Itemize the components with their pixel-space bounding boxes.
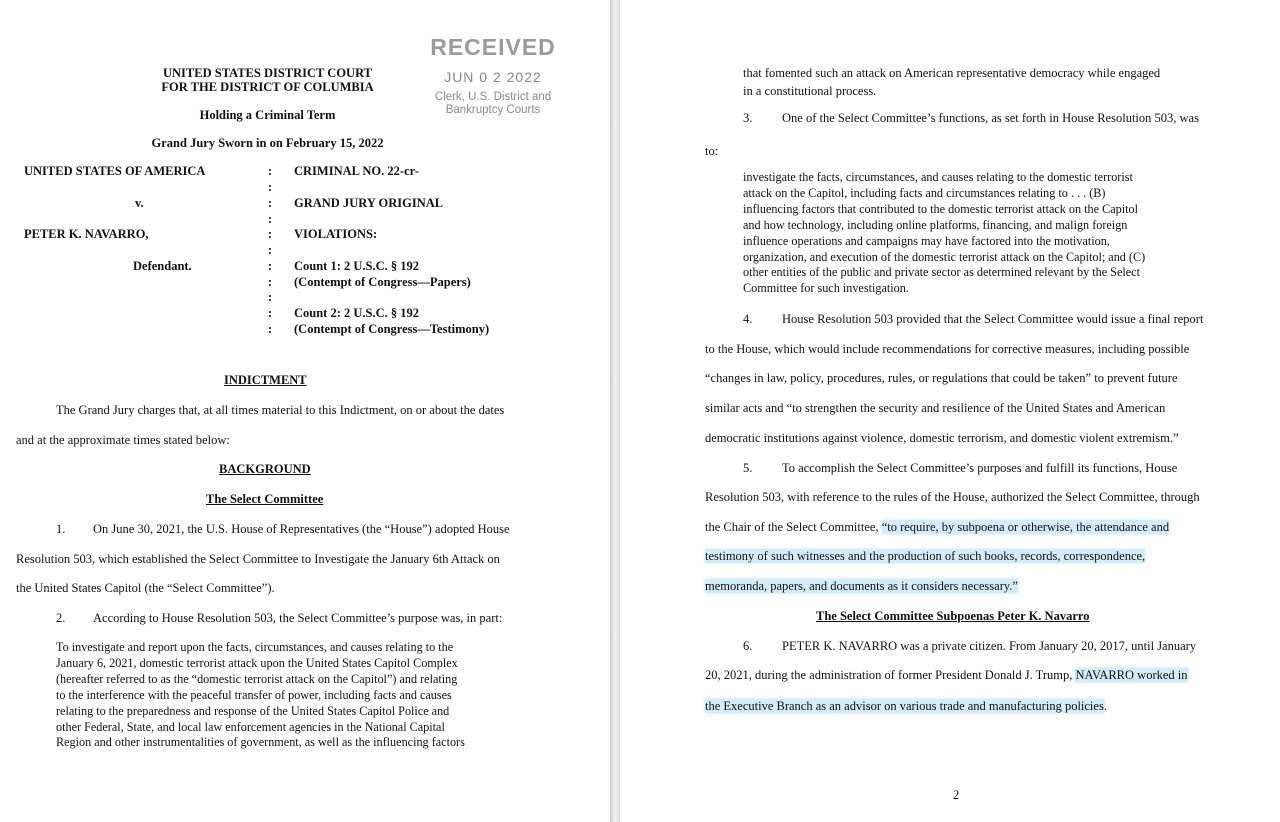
court-name-line1: UNITED STATES DISTRICT COURT <box>163 66 372 80</box>
quote-line: Region and other instrumentalities of government, as well as the influencing factors <box>56 735 465 750</box>
caption-colon: : <box>267 259 273 273</box>
count-2-description: (Contempt of Congress—Testimony) <box>294 322 490 336</box>
caption-colon: : <box>267 306 273 320</box>
criminal-number: CRIMINAL NO. 22-cr- <box>294 164 419 178</box>
stamp-date: JUN 0 2 2022 <box>444 69 542 85</box>
quote-line: influence operations and campaigns may have factored into the motivation, <box>743 233 1110 248</box>
caption-colon: : <box>267 243 273 257</box>
paragraph-6-text: 20, 2021, during the administration of former President Donald J. Trump, <box>705 668 1076 682</box>
caption-colon: : <box>267 196 273 210</box>
highlighted-text: “to require, by subpoena or otherwise, the attendance and <box>881 520 1170 534</box>
paragraph-4-line: “changes in law, policy, procedures, rules, or regulations that could be taken” to prevent future <box>705 371 1178 385</box>
paragraph-5-line <box>705 579 1018 594</box>
paragraph-6-text: . <box>1103 699 1107 713</box>
resolution-quote-right <box>743 170 1167 297</box>
stamp-received: RECEIVED <box>430 34 556 60</box>
document-page-right <box>620 0 1280 822</box>
stamp-clerk-line1: Clerk, U.S. District and <box>434 91 552 103</box>
caption-colon: : <box>267 227 273 241</box>
paragraph-3-line: One of the Select Committee’s functions, as set forth in House Resolution 503, was <box>782 111 1199 125</box>
quote-line: other entities of the public and private sector as determined relevant by the Select <box>743 265 1140 280</box>
paragraph-3-number: 3. <box>743 111 753 125</box>
paragraph-4-line: House Resolution 503 provided that the Select Committee would issue a final report <box>782 312 1204 326</box>
quote-line: to the interference with the peaceful transfer of power, including facts and causes <box>56 687 452 702</box>
quote-line: Committee for such investigation. <box>743 281 909 296</box>
subpoena-section-title: The Select Committee Subpoenas Peter K. Navarro <box>816 609 1090 623</box>
paragraph-6-line <box>705 668 1188 683</box>
paragraph-1-line: Resolution 503, which established the Select Committee to Investigate the January 6th Attack on <box>16 552 500 566</box>
paragraph-5-line <box>705 520 1169 535</box>
page-number: 2 <box>953 788 960 802</box>
paragraph-4-line: to the House, which would include recommendations for corrective measures, including possible <box>705 342 1190 356</box>
paragraph-4-line: democratic institutions against violence, domestic terrorism, and domestic violent extremism.” <box>705 431 1179 445</box>
count-1-description: (Contempt of Congress—Papers) <box>294 275 471 289</box>
violations-label: VIOLATIONS: <box>294 227 378 241</box>
caption-colon: : <box>267 290 273 304</box>
paragraph-1-line: On June 30, 2021, the U.S. House of Representatives (the “House”) adopted House <box>93 522 510 536</box>
paragraph-2-number: 2. <box>56 611 66 625</box>
paragraph-3-line: to: <box>705 144 719 158</box>
caption-versus: v. <box>135 196 144 210</box>
continued-line: in a constitutional process. <box>743 84 877 98</box>
stamp-clerk-line2: Bankruptcy Courts <box>445 104 541 116</box>
document-page-left <box>0 0 610 822</box>
caption-colon: : <box>267 180 273 194</box>
paragraph-2-line: According to House Resolution 503, the Select Committee’s purpose was, in part: <box>93 611 503 625</box>
court-name-line2: FOR THE DISTRICT OF COLUMBIA <box>161 80 374 94</box>
highlighted-text: the Executive Branch as an advisor on various trade and manufacturing policies <box>705 699 1104 713</box>
quote-line: investigate the facts, circumstances, and causes relating to the domestic terrorist <box>743 170 1133 184</box>
highlighted-text: testimony of such witnesses and the production of such books, records, correspondence, <box>705 549 1146 563</box>
paragraph-6-number: 6. <box>743 639 753 653</box>
criminal-term: Holding a Criminal Term <box>199 108 336 122</box>
paragraph-5-number: 5. <box>743 461 753 475</box>
indictment-title: INDICTMENT <box>224 373 307 387</box>
continued-line: that fomented such an attack on American representative democracy while engaged <box>743 66 1161 80</box>
page-gutter <box>610 0 620 822</box>
caption-colon: : <box>267 164 273 178</box>
paragraph-5-text: the Chair of the Select Committee, <box>705 520 882 534</box>
paragraph-1-number: 1. <box>56 522 66 536</box>
paragraph-5-line <box>705 549 1145 564</box>
caption-colon: : <box>267 275 273 289</box>
highlighted-text: memoranda, papers, and documents as it considers necessary.” <box>705 579 1018 593</box>
quote-line: attack on the Capitol, including facts and circumstances relating to . . . (B) <box>743 185 1106 200</box>
count-2-statute: Count 2: 2 U.S.C. § 192 <box>294 306 420 320</box>
background-title: BACKGROUND <box>219 462 311 476</box>
quote-line: organization, and execution of the domestic terrorist attack on the Capitol; and (C) <box>743 249 1146 264</box>
intro-line-1: The Grand Jury charges that, at all times material to this Indictment, on or about the dates <box>56 403 505 417</box>
quote-line: influencing factors that contributed to the domestic terrorist attack on the Capitol <box>743 201 1138 216</box>
resolution-quote-left <box>56 640 486 751</box>
caption-colon: : <box>267 212 273 226</box>
paragraph-4-line: similar acts and “to strengthen the security and resilience of the United States and American <box>705 401 1166 415</box>
quote-line: (hereafter referred to as the “domestic terrorist attack on the Capitol”) and relating <box>56 671 458 686</box>
caption-plaintiff: UNITED STATES OF AMERICA <box>24 164 206 178</box>
select-committee-title: The Select Committee <box>206 492 324 506</box>
quote-line: relating to the preparedness and response of the United States Capitol Police and <box>56 703 450 718</box>
paragraph-5-line: To accomplish the Select Committee’s purposes and fulfill its functions, House <box>782 461 1178 475</box>
caption-defendant: PETER K. NAVARRO, <box>24 227 149 241</box>
paragraph-6-line <box>705 699 1107 714</box>
quote-line: other Federal, State, and local law enforcement agencies in the National Capital <box>56 719 445 734</box>
paragraph-5-line: Resolution 503, with reference to the rules of the House, authorized the Select Committee, through <box>705 490 1200 504</box>
received-stamp <box>418 34 568 117</box>
paragraph-6-line: PETER K. NAVARRO was a private citizen. From January 20, 2017, until January <box>782 639 1197 653</box>
grand-jury-original: GRAND JURY ORIGINAL <box>294 196 444 210</box>
caption-colon: : <box>267 322 273 336</box>
quote-line: To investigate and report upon the facts, circumstances, and causes relating to the <box>56 640 454 654</box>
caption-defendant-label: Defendant. <box>133 259 192 273</box>
count-1-statute: Count 1: 2 U.S.C. § 192 <box>294 259 420 273</box>
grand-jury-sworn: Grand Jury Sworn in on February 15, 2022 <box>151 136 384 150</box>
highlighted-text: NAVARRO worked in <box>1075 668 1188 682</box>
paragraph-4-number: 4. <box>743 312 753 326</box>
paragraph-1-line: the United States Capitol (the “Select Committee”). <box>16 581 275 595</box>
quote-line: January 6, 2021, domestic terrorist attack upon the United States Capitol Complex <box>56 655 458 670</box>
quote-line: and how technology, including online platforms, financing, and malign foreign <box>743 217 1128 232</box>
intro-line-2: and at the approximate times stated below: <box>16 433 230 447</box>
